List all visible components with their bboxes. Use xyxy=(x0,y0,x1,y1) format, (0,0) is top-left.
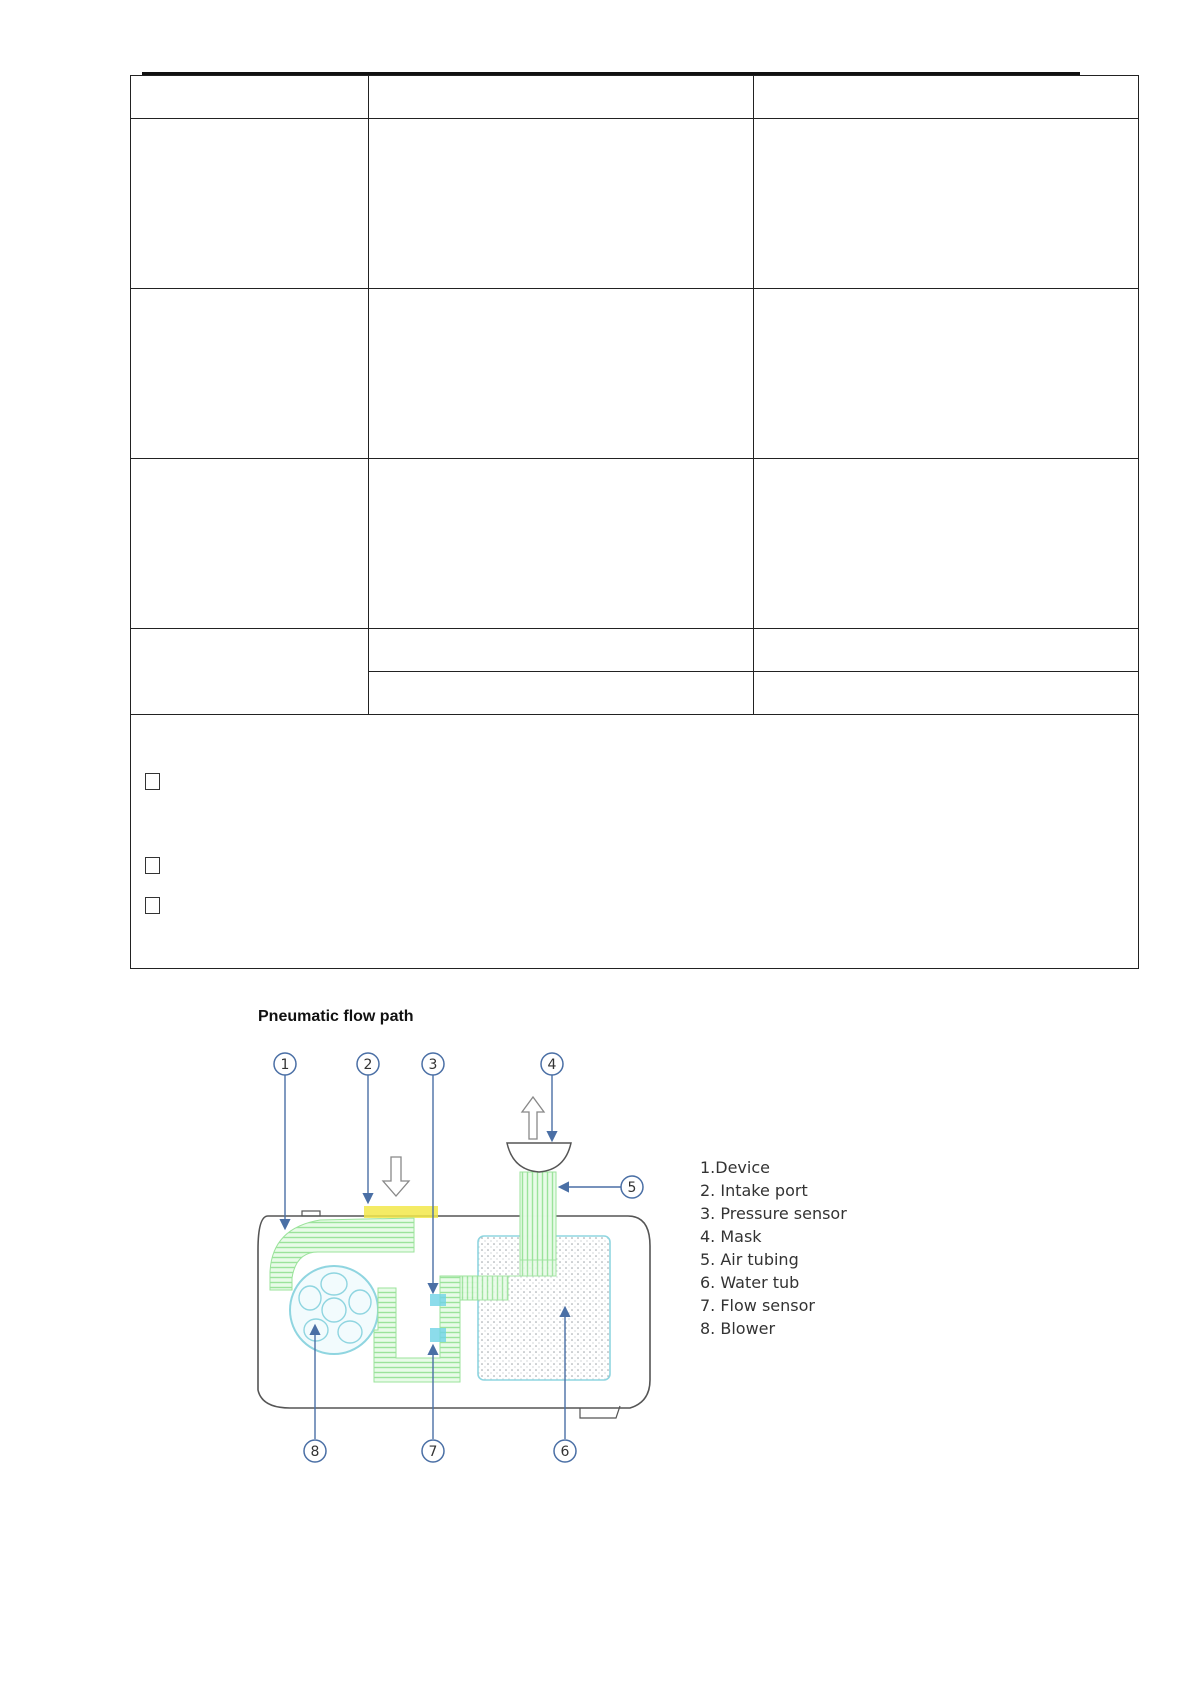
pressure-sensor xyxy=(430,1294,446,1306)
callout-2 xyxy=(357,1053,379,1075)
checkbox[interactable] xyxy=(145,897,160,914)
legend-item: 5. Air tubing xyxy=(700,1250,799,1269)
table-cell xyxy=(369,119,754,289)
legend-item: 4. Mask xyxy=(700,1227,762,1246)
callout-label: 1 xyxy=(280,1057,290,1073)
table-row xyxy=(131,289,1139,459)
callout-label: 5 xyxy=(627,1180,637,1196)
table-row xyxy=(131,629,1139,672)
outflow-arrow xyxy=(522,1097,544,1139)
legend-item: 8. Blower xyxy=(700,1319,776,1338)
intake-arrow xyxy=(383,1157,409,1196)
table-cell xyxy=(131,289,369,459)
figure-legend xyxy=(700,1156,847,1340)
table-cell xyxy=(131,459,369,629)
table-cell xyxy=(369,672,754,715)
table-cell xyxy=(131,76,369,119)
callout-5 xyxy=(621,1176,643,1198)
checklist-cell xyxy=(131,715,1139,969)
callout-8 xyxy=(304,1440,326,1462)
callout-label: 2 xyxy=(363,1057,373,1073)
figure-title: Pneumatic flow path xyxy=(258,1008,414,1025)
table-row xyxy=(131,459,1139,629)
legend-item: 3. Pressure sensor xyxy=(700,1204,847,1223)
callout-7 xyxy=(422,1440,444,1462)
table-cell xyxy=(369,76,754,119)
checkbox[interactable] xyxy=(145,857,160,874)
table-cell xyxy=(369,629,754,672)
table-row xyxy=(131,119,1139,289)
callout-label: 6 xyxy=(560,1444,570,1460)
table-cell xyxy=(754,119,1139,289)
table-row xyxy=(131,76,1139,119)
callout-3 xyxy=(422,1053,444,1075)
table-cell xyxy=(131,119,369,289)
table-cell xyxy=(754,672,1139,715)
table-cell xyxy=(131,629,369,715)
checkbox[interactable] xyxy=(145,773,160,790)
callout-1 xyxy=(274,1053,296,1075)
legend-item: 2. Intake port xyxy=(700,1181,808,1200)
blower xyxy=(290,1266,378,1354)
flow-sensor xyxy=(430,1328,446,1342)
mask xyxy=(507,1143,571,1172)
spec-table xyxy=(130,75,1139,969)
table-cell xyxy=(754,76,1139,119)
legend-item: 1.Device xyxy=(700,1158,770,1177)
intake-port xyxy=(364,1206,438,1218)
table-cell xyxy=(754,459,1139,629)
legend-item: 7. Flow sensor xyxy=(700,1296,815,1315)
legend-item: 6. Water tub xyxy=(700,1273,800,1292)
callout-label: 7 xyxy=(428,1444,438,1460)
callout-label: 4 xyxy=(547,1057,557,1073)
table-cell xyxy=(369,459,754,629)
table-row xyxy=(131,715,1139,969)
callout-4 xyxy=(541,1053,563,1075)
callout-6 xyxy=(554,1440,576,1462)
table-cell xyxy=(754,289,1139,459)
callout-label: 8 xyxy=(310,1444,320,1460)
table-cell xyxy=(369,289,754,459)
callout-label: 3 xyxy=(428,1057,438,1073)
table-cell xyxy=(754,629,1139,672)
